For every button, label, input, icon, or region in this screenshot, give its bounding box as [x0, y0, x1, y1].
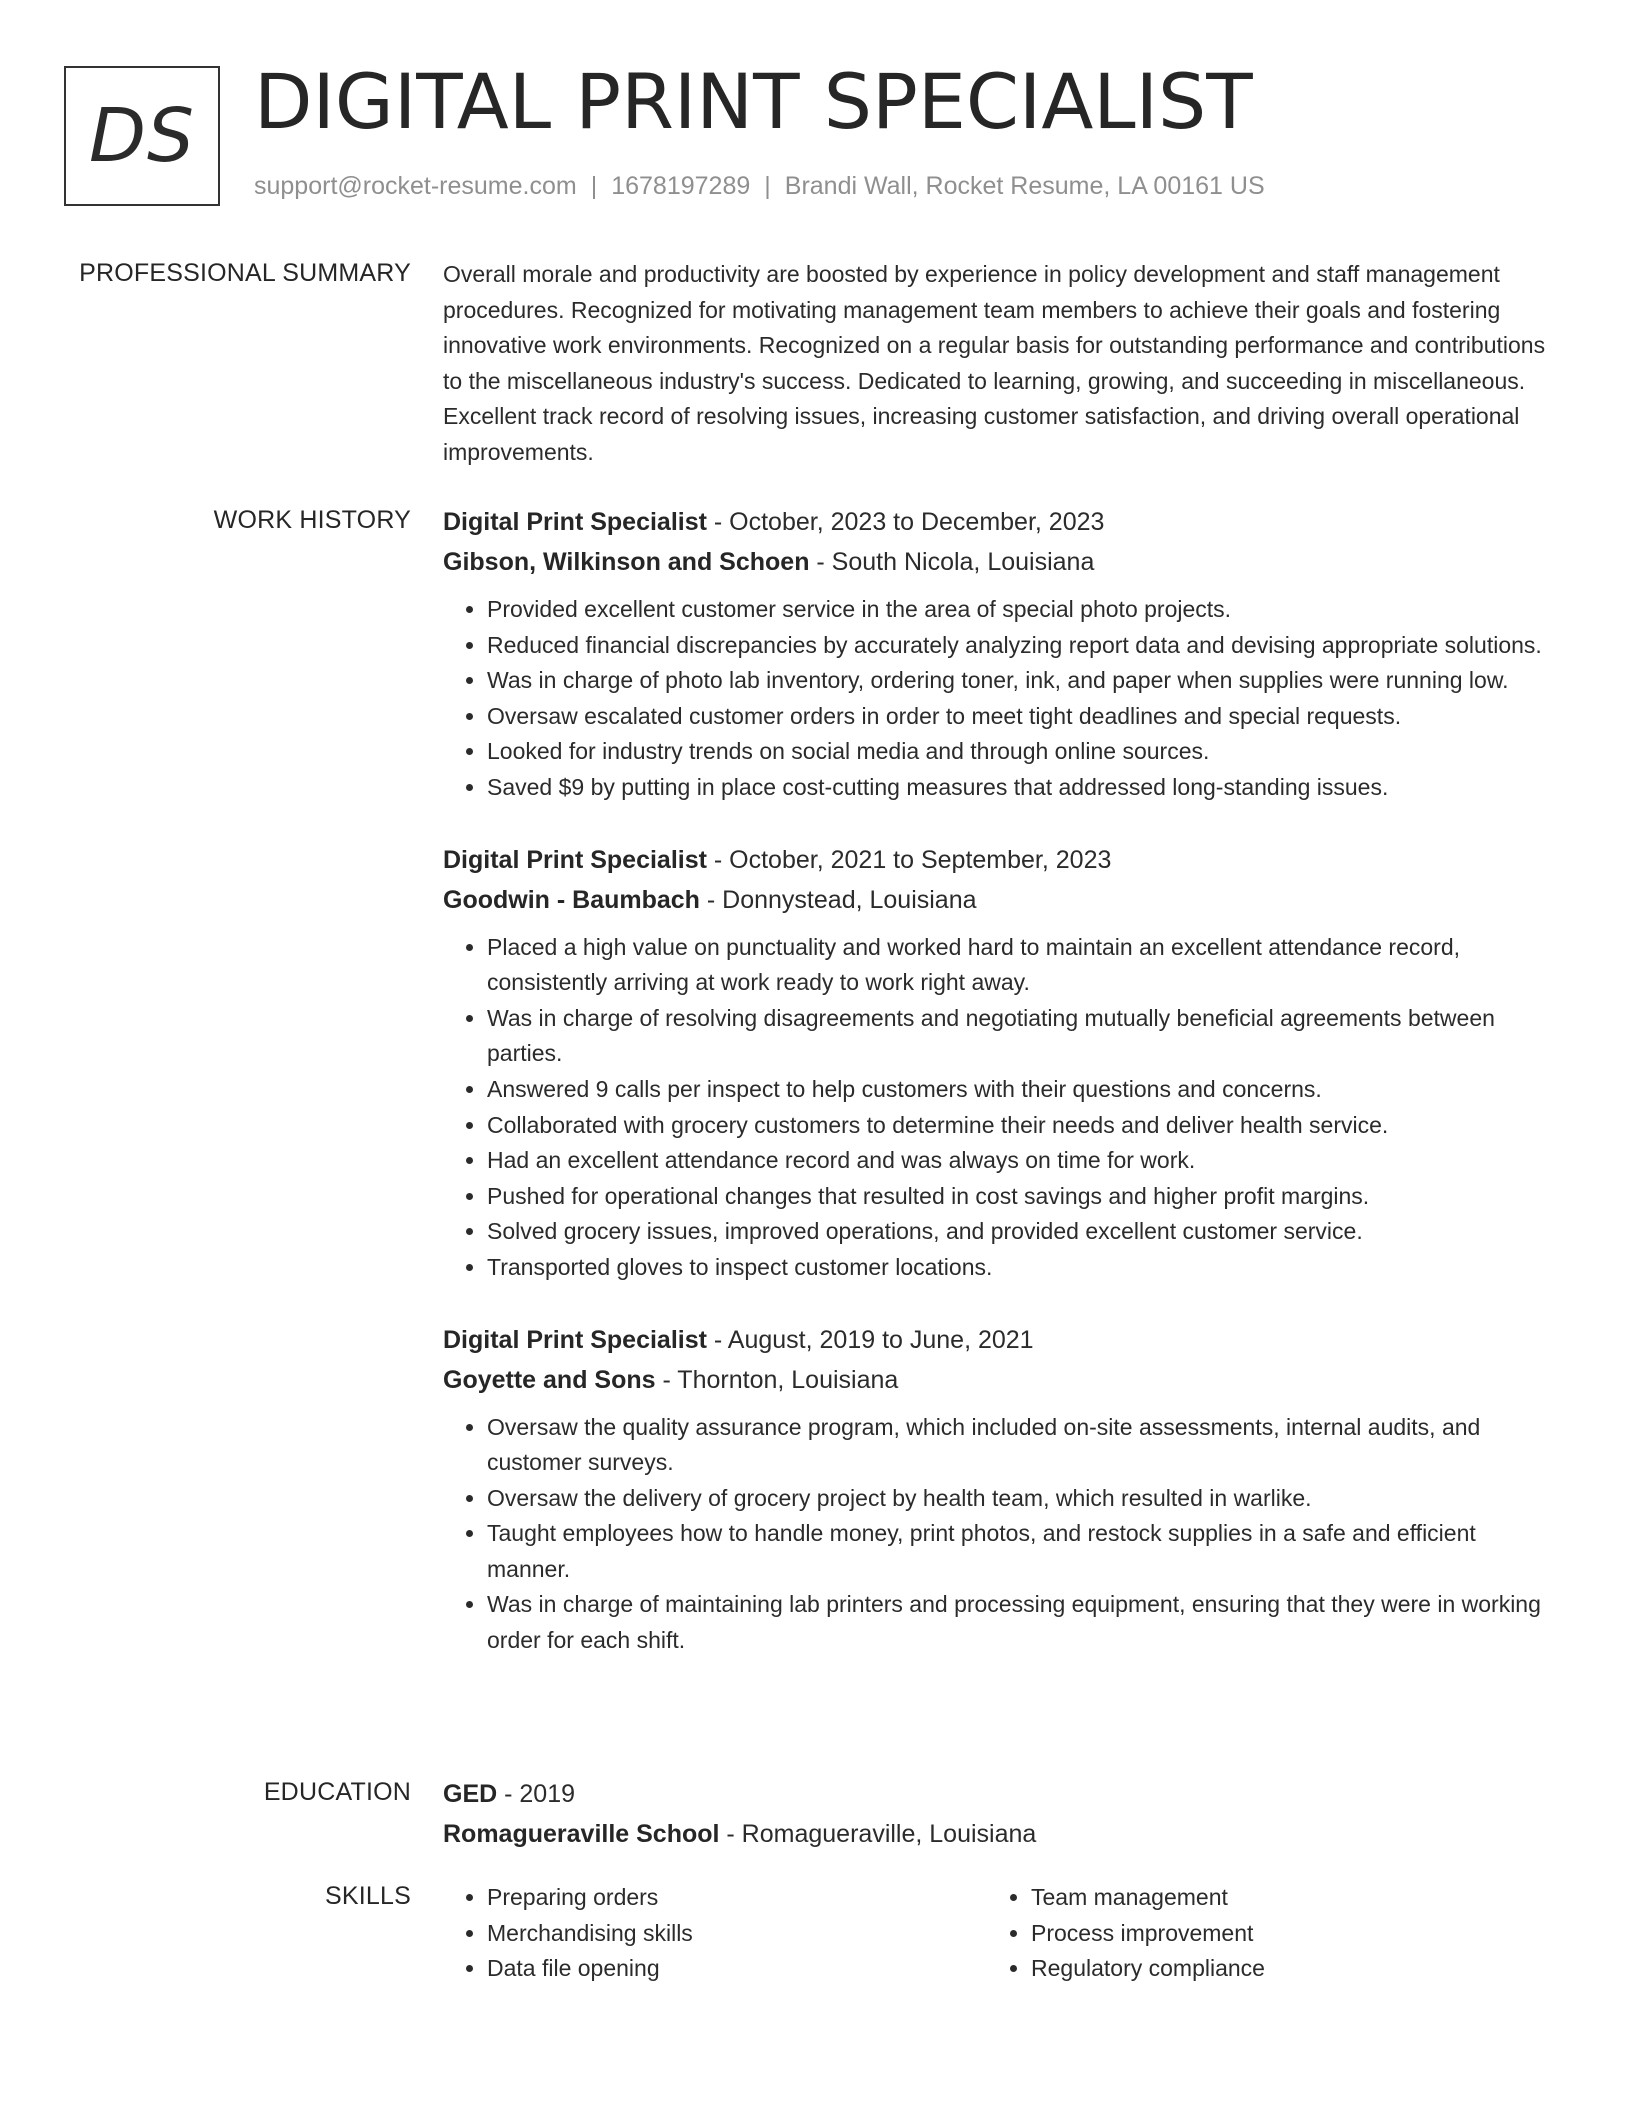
degree-year: - 2019 [497, 1780, 576, 1808]
list-item: • Transported gloves to inspect customer locations. [487, 1250, 1553, 1286]
job-company: Goyette and Sons [443, 1365, 656, 1394]
job-title: Digital Print Specialist [443, 845, 707, 874]
school-location: - Romagueraville, Louisiana [719, 1820, 1037, 1848]
contact-address: Brandi Wall, Rocket Resume, LA 00161 US [784, 172, 1265, 200]
job-title-line [443, 1320, 1553, 1360]
work-history-heading: WORK HISTORY [213, 506, 411, 534]
list-item: • Oversaw the quality assurance program, which included on-site assessments, internal audits, and customer surveys. [487, 1410, 1553, 1481]
job-company: Gibson, Wilkinson and Schoen [443, 548, 810, 576]
list-item: • Oversaw the delivery of grocery project by health team, which resulted in warlike. [487, 1481, 1553, 1517]
list-item: • Was in charge of resolving disagreements and negotiating mutually beneficial agreements between parties. [487, 1001, 1553, 1072]
list-item: • Placed a high value on punctuality and worked hard to maintain an excellent attendance record, consistently arriving at work ready to work right away. [487, 930, 1553, 1001]
school-name: Romagueraville School [443, 1820, 720, 1848]
list-item: • Regulatory compliance [1031, 1951, 1531, 1987]
job-location: - South Nicola, Louisiana [809, 548, 1095, 576]
list-item: • Merchandising skills [487, 1916, 987, 1952]
list-item: • Taught employees how to handle money, print photos, and restock supplies in a safe and efficient manner. [487, 1516, 1553, 1587]
job-bullets [443, 930, 1553, 1286]
list-item: • Was in charge of photo lab inventory, ordering toner, ink, and paper when supplies were running low. [487, 663, 1553, 699]
job-dates: - October, 2023 to December, 2023 [706, 508, 1105, 536]
job-bullets [443, 592, 1553, 806]
contact-line [254, 172, 1265, 201]
job-dates: - August, 2019 to June, 2021 [706, 1325, 1034, 1354]
list-item: • Had an excellent attendance record and was always on time for work. [487, 1143, 1553, 1179]
work-history-body [443, 502, 1553, 1659]
skills-list-right [987, 1880, 1531, 1987]
summary-heading: PROFESSIONAL SUMMARY [79, 259, 411, 287]
contact-separator: | [764, 172, 771, 200]
list-item: • Answered 9 calls per inspect to help customers with their questions and concerns. [487, 1072, 1553, 1108]
degree-line [443, 1774, 1553, 1814]
education-body [443, 1774, 1553, 1854]
job-dates: - October, 2021 to September, 2023 [706, 845, 1112, 874]
job-title-line [443, 502, 1553, 542]
school-line [443, 1814, 1553, 1854]
list-item: • Was in charge of maintaining lab printers and processing equipment, ensuring that they were in working order for each shift. [487, 1587, 1553, 1658]
list-item: • Team management [1031, 1880, 1531, 1916]
job-entry [443, 1320, 1553, 1659]
contact-separator: | [590, 172, 598, 200]
contact-email[interactable]: support@rocket-resume.com [254, 172, 577, 200]
education-heading: EDUCATION [263, 1778, 411, 1806]
summary-body [443, 257, 1553, 470]
skills-heading: SKILLS [325, 1882, 411, 1910]
list-item: • Looked for industry trends on social media and through online sources. [487, 734, 1553, 770]
list-item: • Process improvement [1031, 1916, 1531, 1952]
skills-list-left [443, 1880, 987, 1987]
job-title-line [443, 840, 1553, 880]
summary-text: Overall morale and productivity are boosted by experience in policy development and staff management procedures. Recognized for motivating management team members to achieve their goals and fostering innovative work environments. Recognized on a regular basis for outstanding performance and contributions to the miscellaneous industry's success. Dedicated to learning, growing, and succeeding in miscellaneous. Excellent track record of resolving issues, increasing customer satisfaction, and driving overall operational improvements. [443, 261, 1546, 465]
degree: GED [443, 1780, 498, 1808]
job-company-line [443, 542, 1553, 582]
list-item: • Saved $9 by putting in place cost-cutting measures that addressed long-standing issues. [487, 770, 1553, 806]
monogram-logo: DS [64, 66, 220, 206]
job-bullets [443, 1410, 1553, 1659]
job-title: Digital Print Specialist [443, 508, 707, 536]
list-item: • Reduced financial discrepancies by accurately analyzing report data and devising appropriate solutions. [487, 628, 1553, 664]
list-item: • Solved grocery issues, improved operations, and provided excellent customer service. [487, 1214, 1553, 1250]
list-item: • Data file opening [487, 1951, 987, 1987]
list-item: • Oversaw escalated customer orders in order to meet tight deadlines and special requests. [487, 699, 1553, 735]
job-company: Goodwin - Baumbach [443, 885, 700, 914]
job-title: Digital Print Specialist [443, 1325, 707, 1354]
job-entry [443, 502, 1553, 806]
job-entry [443, 840, 1553, 1286]
list-item: • Provided excellent customer service in the area of special photo projects. [487, 592, 1553, 628]
page-title: DIGITAL PRINT SPECIALIST [254, 57, 1253, 146]
skills-grid [443, 1880, 1553, 1987]
list-item: • Pushed for operational changes that resulted in cost savings and higher profit margins. [487, 1179, 1553, 1215]
list-item: • Preparing orders [487, 1880, 987, 1916]
job-location: - Thornton, Louisiana [655, 1365, 899, 1394]
job-company-line [443, 880, 1553, 920]
job-company-line [443, 1360, 1553, 1400]
skills-body [443, 1880, 1553, 1987]
job-location: - Donnystead, Louisiana [699, 885, 977, 914]
list-item: • Collaborated with grocery customers to determine their needs and deliver health service. [487, 1108, 1553, 1144]
contact-phone[interactable]: 1678197289 [611, 172, 751, 200]
